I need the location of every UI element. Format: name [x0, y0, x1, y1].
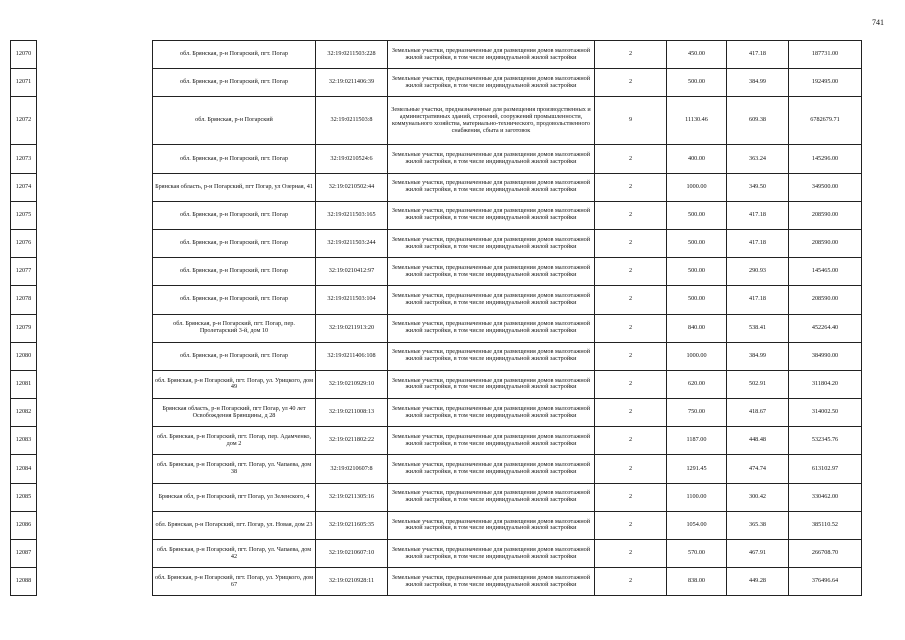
- land-use-cell: Земельные участки, предназначенные для размещения домов малоэтажной жилой застройки, в том числе индивидуальной жилой застройки: [388, 568, 595, 596]
- area-cell: 1100.00: [667, 483, 727, 511]
- table-row: [11, 540, 862, 568]
- blank-cell: [37, 342, 153, 370]
- table-row: [11, 173, 862, 201]
- land-use-cell: Земельные участки, предназначенные для размещения домов малоэтажной жилой застройки, в том числе индивидуальной жилой застройки: [388, 483, 595, 511]
- use-group-cell: 2: [595, 201, 667, 229]
- specific-value-cell: 418.67: [727, 399, 789, 427]
- use-group-cell: 2: [595, 145, 667, 173]
- area-cell: 750.00: [667, 399, 727, 427]
- specific-value-cell: 467.91: [727, 540, 789, 568]
- address-cell: Брянская область, р-н Погарский, пгт Погар, ул Озерная, 41: [153, 173, 316, 201]
- cadastral-value-cell: 385110.52: [789, 511, 862, 539]
- address-cell: Брянская область, р-н Погарский, пгт Погар, ул 40 лет Освобождения Брянщины, д 28: [153, 399, 316, 427]
- address-cell: обл. Брянская, р-н Погарский, пгт. Погар, пер. Адамченко, дом 2: [153, 427, 316, 455]
- area-cell: 500.00: [667, 286, 727, 314]
- row-number-cell: 12082: [11, 399, 37, 427]
- use-group-cell: 2: [595, 370, 667, 398]
- land-use-cell: Земельные участки, предназначенные для размещения домов малоэтажной жилой застройки, в том числе индивидуальной жилой застройки: [388, 314, 595, 342]
- land-use-cell: Земельные участки, предназначенные для размещения домов малоэтажной жилой застройки, в том числе индивидуальной жилой застройки: [388, 145, 595, 173]
- cadastral-number-cell: 32:19:0211503:104: [316, 286, 388, 314]
- cadastral-number-cell: 32:19:0210607:10: [316, 540, 388, 568]
- cadastral-value-cell: 192495.00: [789, 69, 862, 97]
- use-group-cell: 2: [595, 258, 667, 286]
- table-row: [11, 455, 862, 483]
- blank-cell: [37, 483, 153, 511]
- address-cell: обл. Брянская, р-н Погарский, пгт. Погар: [153, 41, 316, 69]
- land-use-cell: Земельные участки, предназначенные для размещения домов малоэтажной жилой застройки, в том числе индивидуальной жилой застройки: [388, 427, 595, 455]
- blank-cell: [37, 258, 153, 286]
- specific-value-cell: 417.18: [727, 229, 789, 257]
- use-group-cell: 2: [595, 342, 667, 370]
- table-row: [11, 145, 862, 173]
- row-number-cell: 12076: [11, 229, 37, 257]
- cadastral-number-cell: 32:19:0211503:244: [316, 229, 388, 257]
- land-use-cell: Земельные участки, предназначенные для размещения домов малоэтажной жилой застройки, в том числе индивидуальной жилой застройки: [388, 229, 595, 257]
- specific-value-cell: 417.18: [727, 201, 789, 229]
- area-cell: 1000.00: [667, 342, 727, 370]
- address-cell: обл. Брянская, р-н Погарский, пгт. Погар: [153, 258, 316, 286]
- specific-value-cell: 417.18: [727, 286, 789, 314]
- specific-value-cell: 609.38: [727, 97, 789, 145]
- blank-cell: [37, 511, 153, 539]
- table-row: [11, 314, 862, 342]
- cadastral-number-cell: 32:19:0210412:97: [316, 258, 388, 286]
- cadastral-number-cell: 32:19:0211008:13: [316, 399, 388, 427]
- table-row: [11, 69, 862, 97]
- cadastral-value-cell: 349500.00: [789, 173, 862, 201]
- address-cell: обл. Брянская, р-н Погарский, пгт. Погар, ул. Урицкого, дом 67: [153, 568, 316, 596]
- use-group-cell: 2: [595, 511, 667, 539]
- blank-cell: [37, 41, 153, 69]
- row-number-cell: 12086: [11, 511, 37, 539]
- land-use-cell: Земельные участки, предназначенные для размещения домов малоэтажной жилой застройки, в том числе индивидуальной жилой застройки: [388, 370, 595, 398]
- area-cell: 1291.45: [667, 455, 727, 483]
- row-number-cell: 12072: [11, 97, 37, 145]
- specific-value-cell: 290.93: [727, 258, 789, 286]
- cadastral-number-cell: 32:19:0210607:8: [316, 455, 388, 483]
- row-number-cell: 12084: [11, 455, 37, 483]
- area-cell: 838.00: [667, 568, 727, 596]
- land-use-cell: Земельные участки, предназначенные для размещения домов малоэтажной жилой застройки, в том числе индивидуальной жилой застройки: [388, 540, 595, 568]
- area-cell: 500.00: [667, 201, 727, 229]
- address-cell: обл. Брянская, р-н Погарский, пгт. Погар: [153, 145, 316, 173]
- address-cell: обл. Брянская, р-н Погарский, пгт. Погар, пер. Пролетарский 3-й, дом 10: [153, 314, 316, 342]
- cadastral-value-cell: 384990.00: [789, 342, 862, 370]
- blank-cell: [37, 370, 153, 398]
- row-number-cell: 12088: [11, 568, 37, 596]
- land-use-cell: Земельные участки, предназначенные для размещения домов малоэтажной жилой застройки, в том числе индивидуальной жилой застройки: [388, 455, 595, 483]
- cadastral-value-cell: 208590.00: [789, 229, 862, 257]
- land-registry-table: [10, 40, 862, 596]
- table-row: [11, 229, 862, 257]
- cadastral-number-cell: 32:19:0211305:16: [316, 483, 388, 511]
- use-group-cell: 2: [595, 455, 667, 483]
- area-cell: 1054.00: [667, 511, 727, 539]
- table-row: [11, 342, 862, 370]
- area-cell: 500.00: [667, 258, 727, 286]
- address-cell: обл. Брянская, р-н Погарский, пгт. Погар: [153, 69, 316, 97]
- specific-value-cell: 474.74: [727, 455, 789, 483]
- row-number-cell: 12083: [11, 427, 37, 455]
- cadastral-value-cell: 613102.97: [789, 455, 862, 483]
- use-group-cell: 2: [595, 41, 667, 69]
- area-cell: 450.00: [667, 41, 727, 69]
- table-row: [11, 286, 862, 314]
- land-use-cell: Земельные участки, предназначенные для размещения производственных и административных зданий, строений, сооружений промышленности, коммунального хозяйства, материально-технического, продовольственного снабжения, сбыта и заготовок: [388, 97, 595, 145]
- area-cell: 400.00: [667, 145, 727, 173]
- specific-value-cell: 300.42: [727, 483, 789, 511]
- address-cell: обл. Брянская, р-н Погарский, пгт. Погар: [153, 286, 316, 314]
- row-number-cell: 12071: [11, 69, 37, 97]
- row-number-cell: 12080: [11, 342, 37, 370]
- cadastral-value-cell: 376496.64: [789, 568, 862, 596]
- blank-cell: [37, 314, 153, 342]
- cadastral-number-cell: 32:19:0211913:20: [316, 314, 388, 342]
- land-use-cell: Земельные участки, предназначенные для размещения домов малоэтажной жилой застройки, в том числе индивидуальной жилой застройки: [388, 511, 595, 539]
- blank-cell: [37, 173, 153, 201]
- blank-cell: [37, 286, 153, 314]
- cadastral-value-cell: 145296.00: [789, 145, 862, 173]
- cadastral-value-cell: 266708.70: [789, 540, 862, 568]
- blank-cell: [37, 455, 153, 483]
- cadastral-number-cell: 32:19:0211503:165: [316, 201, 388, 229]
- address-cell: обл. Брянская, р-н Погарский, пгт. Погар: [153, 229, 316, 257]
- use-group-cell: 2: [595, 173, 667, 201]
- blank-cell: [37, 427, 153, 455]
- cadastral-number-cell: 32:19:0211503:228: [316, 41, 388, 69]
- cadastral-number-cell: 32:19:0211406:39: [316, 69, 388, 97]
- specific-value-cell: 384.99: [727, 342, 789, 370]
- row-number-cell: 12075: [11, 201, 37, 229]
- row-number-cell: 12087: [11, 540, 37, 568]
- address-cell: обл. Брянская, р-н Погарский, пгт. Погар, ул. Урицкого, дом 49: [153, 370, 316, 398]
- blank-cell: [37, 201, 153, 229]
- cadastral-value-cell: 145465.00: [789, 258, 862, 286]
- specific-value-cell: 448.48: [727, 427, 789, 455]
- area-cell: 1000.00: [667, 173, 727, 201]
- cadastral-number-cell: 32:19:0210929:10: [316, 370, 388, 398]
- cadastral-number-cell: 32:19:0211503:8: [316, 97, 388, 145]
- cadastral-value-cell: 311804.20: [789, 370, 862, 398]
- specific-value-cell: 349.50: [727, 173, 789, 201]
- row-number-cell: 12070: [11, 41, 37, 69]
- cadastral-value-cell: 208590.00: [789, 286, 862, 314]
- cadastral-number-cell: 32:19:0211802:22: [316, 427, 388, 455]
- area-cell: 620.00: [667, 370, 727, 398]
- row-number-cell: 12079: [11, 314, 37, 342]
- blank-cell: [37, 229, 153, 257]
- blank-cell: [37, 568, 153, 596]
- table-body: [11, 41, 862, 596]
- use-group-cell: 2: [595, 286, 667, 314]
- table-row: [11, 97, 862, 145]
- table-row: [11, 41, 862, 69]
- table-row: [11, 201, 862, 229]
- blank-cell: [37, 540, 153, 568]
- land-use-cell: Земельные участки, предназначенные для размещения домов малоэтажной жилой застройки, в том числе индивидуальной жилой застройки: [388, 173, 595, 201]
- address-cell: обл. Брянская, р-н Погарский, пгт. Погар, ул. Новая, дом 23: [153, 511, 316, 539]
- specific-value-cell: 538.41: [727, 314, 789, 342]
- cadastral-value-cell: 187731.00: [789, 41, 862, 69]
- cadastral-value-cell: 208590.00: [789, 201, 862, 229]
- use-group-cell: 2: [595, 399, 667, 427]
- use-group-cell: 2: [595, 483, 667, 511]
- table-row: [11, 483, 862, 511]
- land-use-cell: Земельные участки, предназначенные для размещения домов малоэтажной жилой застройки, в том числе индивидуальной жилой застройки: [388, 41, 595, 69]
- table-row: [11, 399, 862, 427]
- land-use-cell: Земельные участки, предназначенные для размещения домов малоэтажной жилой застройки, в том числе индивидуальной жилой застройки: [388, 286, 595, 314]
- cadastral-value-cell: 314002.50: [789, 399, 862, 427]
- row-number-cell: 12081: [11, 370, 37, 398]
- area-cell: 1187.00: [667, 427, 727, 455]
- use-group-cell: 2: [595, 540, 667, 568]
- row-number-cell: 12078: [11, 286, 37, 314]
- row-number-cell: 12073: [11, 145, 37, 173]
- blank-cell: [37, 69, 153, 97]
- specific-value-cell: 384.99: [727, 69, 789, 97]
- use-group-cell: 2: [595, 427, 667, 455]
- row-number-cell: 12077: [11, 258, 37, 286]
- cadastral-value-cell: 6782679.71: [789, 97, 862, 145]
- specific-value-cell: 449.28: [727, 568, 789, 596]
- table-row: [11, 568, 862, 596]
- land-use-cell: Земельные участки, предназначенные для размещения домов малоэтажной жилой застройки, в том числе индивидуальной жилой застройки: [388, 258, 595, 286]
- cadastral-value-cell: 330462.00: [789, 483, 862, 511]
- row-number-cell: 12074: [11, 173, 37, 201]
- table-row: [11, 370, 862, 398]
- area-cell: 500.00: [667, 229, 727, 257]
- page-number: 741: [872, 18, 884, 27]
- table-row: [11, 511, 862, 539]
- address-cell: обл. Брянская, р-н Погарский, пгт. Погар: [153, 342, 316, 370]
- land-use-cell: Земельные участки, предназначенные для размещения домов малоэтажной жилой застройки, в том числе индивидуальной жилой застройки: [388, 399, 595, 427]
- cadastral-number-cell: 32:19:0211406:108: [316, 342, 388, 370]
- area-cell: 570.00: [667, 540, 727, 568]
- blank-cell: [37, 145, 153, 173]
- row-number-cell: 12085: [11, 483, 37, 511]
- address-cell: обл. Брянская, р-н Погарский, пгт. Погар, ул. Чапаева, дом 38: [153, 455, 316, 483]
- address-cell: обл. Брянская, р-н Погарский, пгт. Погар: [153, 201, 316, 229]
- cadastral-number-cell: 32:19:0210928:11: [316, 568, 388, 596]
- land-use-cell: Земельные участки, предназначенные для размещения домов малоэтажной жилой застройки, в том числе индивидуальной жилой застройки: [388, 342, 595, 370]
- use-group-cell: 2: [595, 229, 667, 257]
- blank-cell: [37, 97, 153, 145]
- cadastral-number-cell: 32:19:0210502:44: [316, 173, 388, 201]
- cadastral-value-cell: 452264.40: [789, 314, 862, 342]
- use-group-cell: 2: [595, 314, 667, 342]
- cadastral-value-cell: 532345.76: [789, 427, 862, 455]
- use-group-cell: 2: [595, 568, 667, 596]
- use-group-cell: 2: [595, 69, 667, 97]
- land-use-cell: Земельные участки, предназначенные для размещения домов малоэтажной жилой застройки, в том числе индивидуальной жилой застройки: [388, 201, 595, 229]
- specific-value-cell: 417.18: [727, 41, 789, 69]
- specific-value-cell: 365.38: [727, 511, 789, 539]
- address-cell: обл. Брянская, р-н Погарский: [153, 97, 316, 145]
- cadastral-number-cell: 32:19:0210524:6: [316, 145, 388, 173]
- specific-value-cell: 363.24: [727, 145, 789, 173]
- area-cell: 500.00: [667, 69, 727, 97]
- area-cell: 11130.46: [667, 97, 727, 145]
- area-cell: 840.00: [667, 314, 727, 342]
- address-cell: Брянская обл, р-н Погарский, пгт Погар, ул Зеленского, 4: [153, 483, 316, 511]
- cadastral-number-cell: 32:19:0211605:35: [316, 511, 388, 539]
- table-row: [11, 258, 862, 286]
- specific-value-cell: 502.91: [727, 370, 789, 398]
- blank-cell: [37, 399, 153, 427]
- address-cell: обл. Брянская, р-н Погарский, пгт. Погар, ул. Чапаева, дом 42: [153, 540, 316, 568]
- use-group-cell: 9: [595, 97, 667, 145]
- table-row: [11, 427, 862, 455]
- land-use-cell: Земельные участки, предназначенные для размещения домов малоэтажной жилой застройки, в том числе индивидуальной жилой застройки: [388, 69, 595, 97]
